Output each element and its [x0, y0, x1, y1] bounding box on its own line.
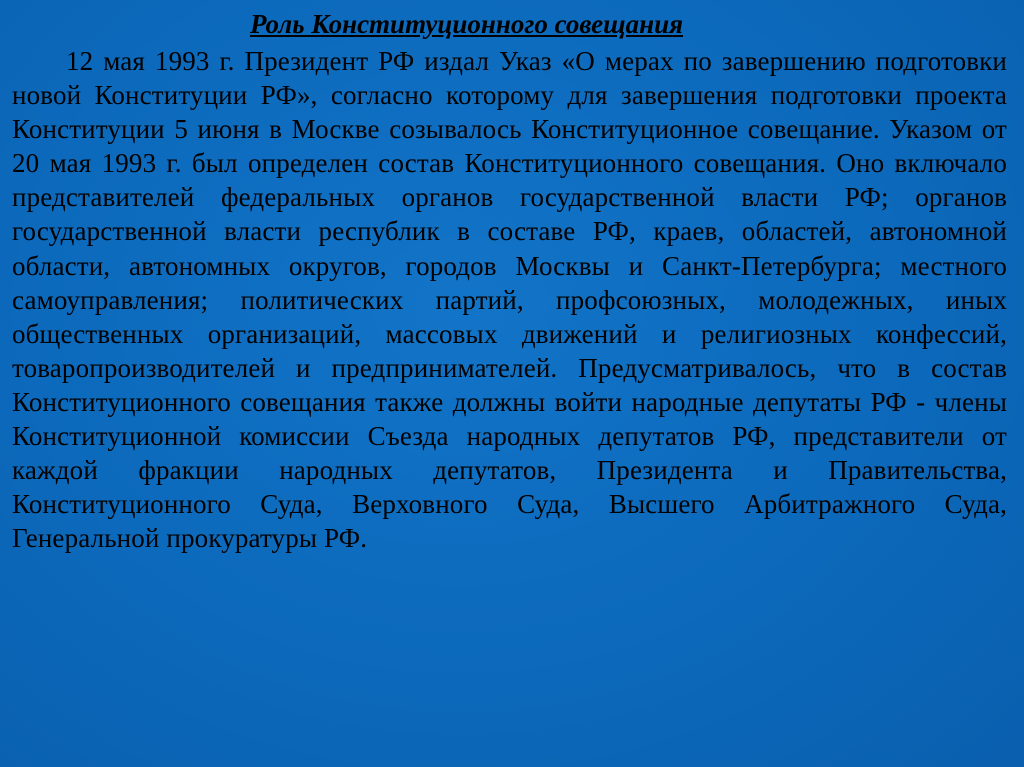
slide-title: Роль Конституционного совещания: [250, 9, 684, 39]
slide: [12, 0, 1007, 767]
body-paragraph: 12 мая 1993 г. Президент РФ издал Указ «О мерах по завершению подготовки новой Конституции РФ», согласно которому для завершения подготовки проекта Конституции 5 июня в Москве созывалось Конституционное совещание. Указом от 20 мая 1993 г. был определен состав Конституционного совещания. Оно включало представителей федеральных органов государственной власти РФ; органов государственной власти республик в составе РФ, краев, областей, автономной области, автономных округов, городов Москвы и Санкт-Петербурга; местного самоуправления; политических партий, профсоюзных, молодежных, иных общественных организаций, массовых движений и религиозных конфессий, товаропроизводителей и предпринимателей. Предусматривалось, что в состав Конституционного совещания также должны войти народные депутаты РФ - члены Конституционной комиссии Съезда народных депутатов РФ, представители от каждой фракции народных депутатов, Президента и Правительства, Конституционного Суда, Верховного Суда, Высшего Арбитражного Суда, Генеральной прокуратуры РФ.: [12, 46, 1007, 554]
